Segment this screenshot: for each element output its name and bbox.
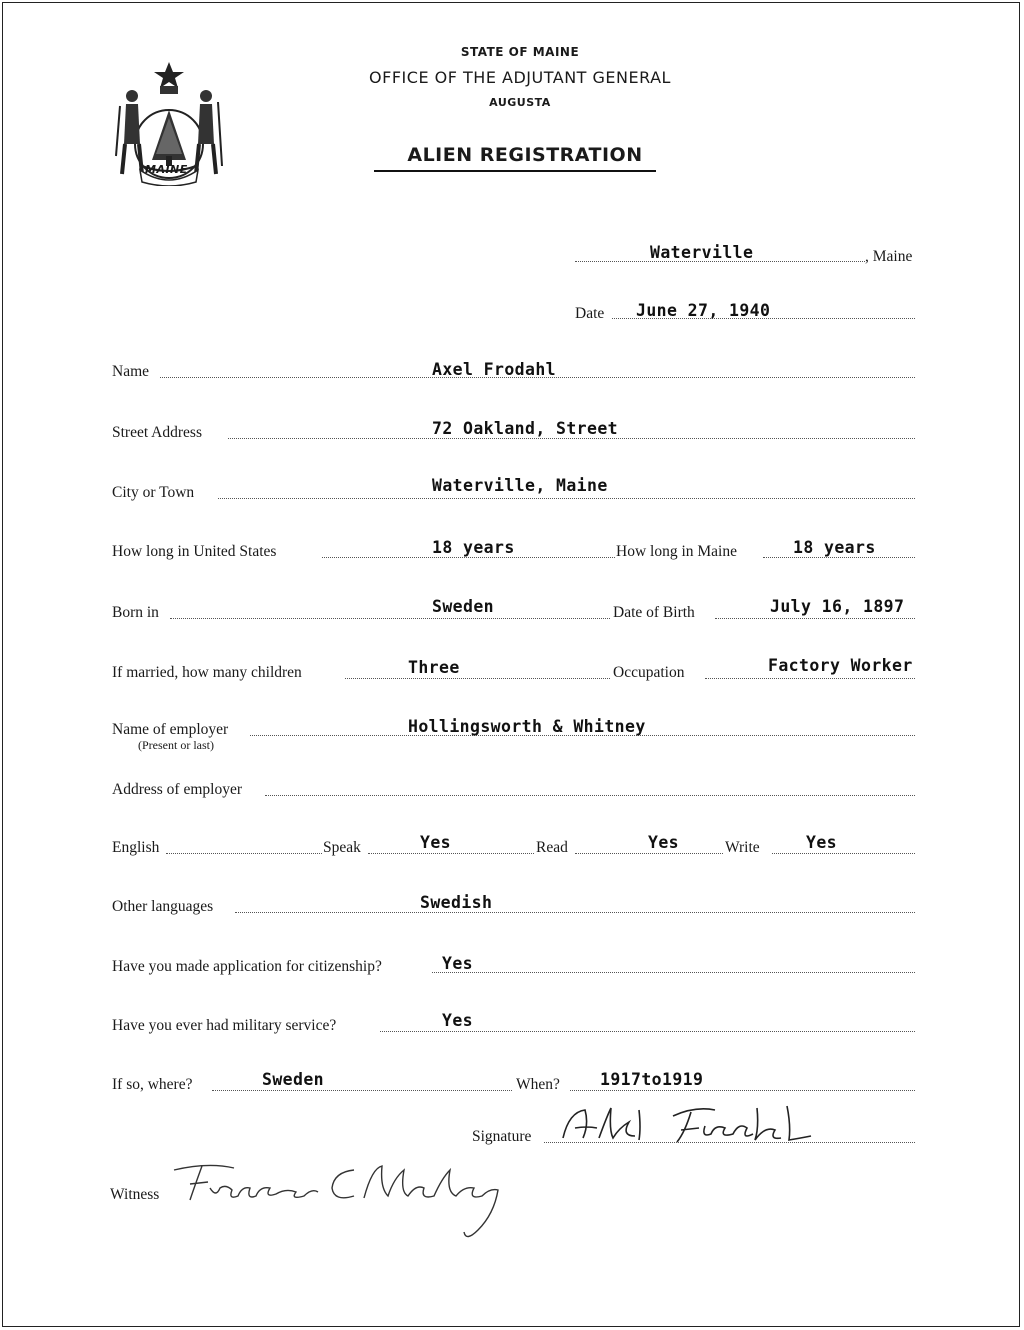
city-label: City or Town bbox=[112, 484, 195, 501]
military-label: Have you ever had military service? bbox=[112, 1017, 337, 1034]
read-line bbox=[575, 853, 723, 854]
english-line bbox=[166, 853, 322, 854]
signature-label: Signature bbox=[472, 1128, 532, 1145]
employer-label: Name of employer bbox=[112, 721, 229, 738]
when-label: When? bbox=[516, 1076, 560, 1093]
citizenship-label: Have you made application for citizenship? bbox=[112, 958, 382, 975]
children-line bbox=[345, 678, 610, 679]
speak-line bbox=[368, 853, 534, 854]
street-line bbox=[228, 438, 915, 439]
born-line bbox=[170, 618, 610, 619]
us-duration-value: 18 years bbox=[432, 538, 515, 557]
citizenship-value: Yes bbox=[442, 954, 474, 973]
other-languages-line bbox=[235, 912, 915, 913]
employer-address-line bbox=[265, 795, 915, 796]
citizenship-line bbox=[432, 972, 915, 973]
born-label: Born in bbox=[112, 604, 159, 621]
occupation-label: Occupation bbox=[613, 664, 685, 681]
us-duration-label: How long in United States bbox=[112, 543, 277, 560]
occupation-line bbox=[705, 678, 915, 679]
speak-label: Speak bbox=[323, 839, 361, 856]
seal-banner-text: MAINE bbox=[145, 163, 188, 176]
name-label: Name bbox=[112, 363, 150, 380]
street-value: 72 Oakland, Street bbox=[432, 419, 619, 438]
maine-duration-value: 18 years bbox=[793, 538, 876, 557]
when-line bbox=[570, 1090, 915, 1091]
applicant-signature bbox=[555, 1098, 855, 1150]
children-value: Three bbox=[408, 658, 460, 677]
write-line bbox=[772, 853, 915, 854]
english-label: English bbox=[112, 839, 160, 856]
maine-duration-label: How long in Maine bbox=[616, 543, 737, 560]
speak-value: Yes bbox=[420, 833, 452, 852]
when-value: 1917to1919 bbox=[600, 1070, 704, 1089]
other-languages-label: Other languages bbox=[112, 898, 214, 915]
place-suffix: , Maine bbox=[865, 248, 913, 265]
dob-value: July 16, 1897 bbox=[770, 597, 905, 616]
date-label: Date bbox=[575, 305, 605, 322]
where-line bbox=[212, 1090, 512, 1091]
form-title: ALIEN REGISTRATION bbox=[407, 144, 643, 166]
write-label: Write bbox=[725, 839, 760, 856]
employer-value: Hollingsworth & Whitney bbox=[408, 717, 646, 736]
where-value: Sweden bbox=[262, 1070, 325, 1089]
employer-sublabel: (Present or last) bbox=[138, 738, 214, 752]
read-label: Read bbox=[536, 839, 568, 856]
form-title-underline bbox=[374, 170, 656, 172]
employer-address-label: Address of employer bbox=[112, 781, 242, 798]
children-label: If married, how many children bbox=[112, 664, 302, 681]
city-heading: AUGUSTA bbox=[489, 96, 551, 109]
city-line bbox=[218, 498, 915, 499]
state-heading: STATE OF MAINE bbox=[460, 45, 580, 59]
write-value: Yes bbox=[806, 833, 838, 852]
office-heading: OFFICE OF THE ADJUTANT GENERAL bbox=[369, 68, 671, 87]
maine-duration-line bbox=[763, 557, 915, 558]
date-value: June 27, 1940 bbox=[636, 301, 771, 320]
dob-label: Date of Birth bbox=[613, 604, 695, 621]
place-value: Waterville bbox=[650, 243, 754, 262]
occupation-value: Factory Worker bbox=[768, 656, 913, 675]
name-value: Axel Frodahl bbox=[432, 360, 557, 379]
military-value: Yes bbox=[442, 1011, 474, 1030]
street-label: Street Address bbox=[112, 424, 202, 441]
read-value: Yes bbox=[648, 833, 680, 852]
where-label: If so, where? bbox=[112, 1076, 193, 1093]
dob-line bbox=[715, 618, 915, 619]
city-value: Waterville, Maine bbox=[432, 476, 608, 495]
witness-signature bbox=[168, 1158, 518, 1248]
witness-label: Witness bbox=[110, 1186, 160, 1203]
us-duration-line bbox=[322, 557, 615, 558]
military-line bbox=[380, 1031, 915, 1032]
other-languages-value: Swedish bbox=[420, 893, 493, 912]
born-value: Sweden bbox=[432, 597, 495, 616]
